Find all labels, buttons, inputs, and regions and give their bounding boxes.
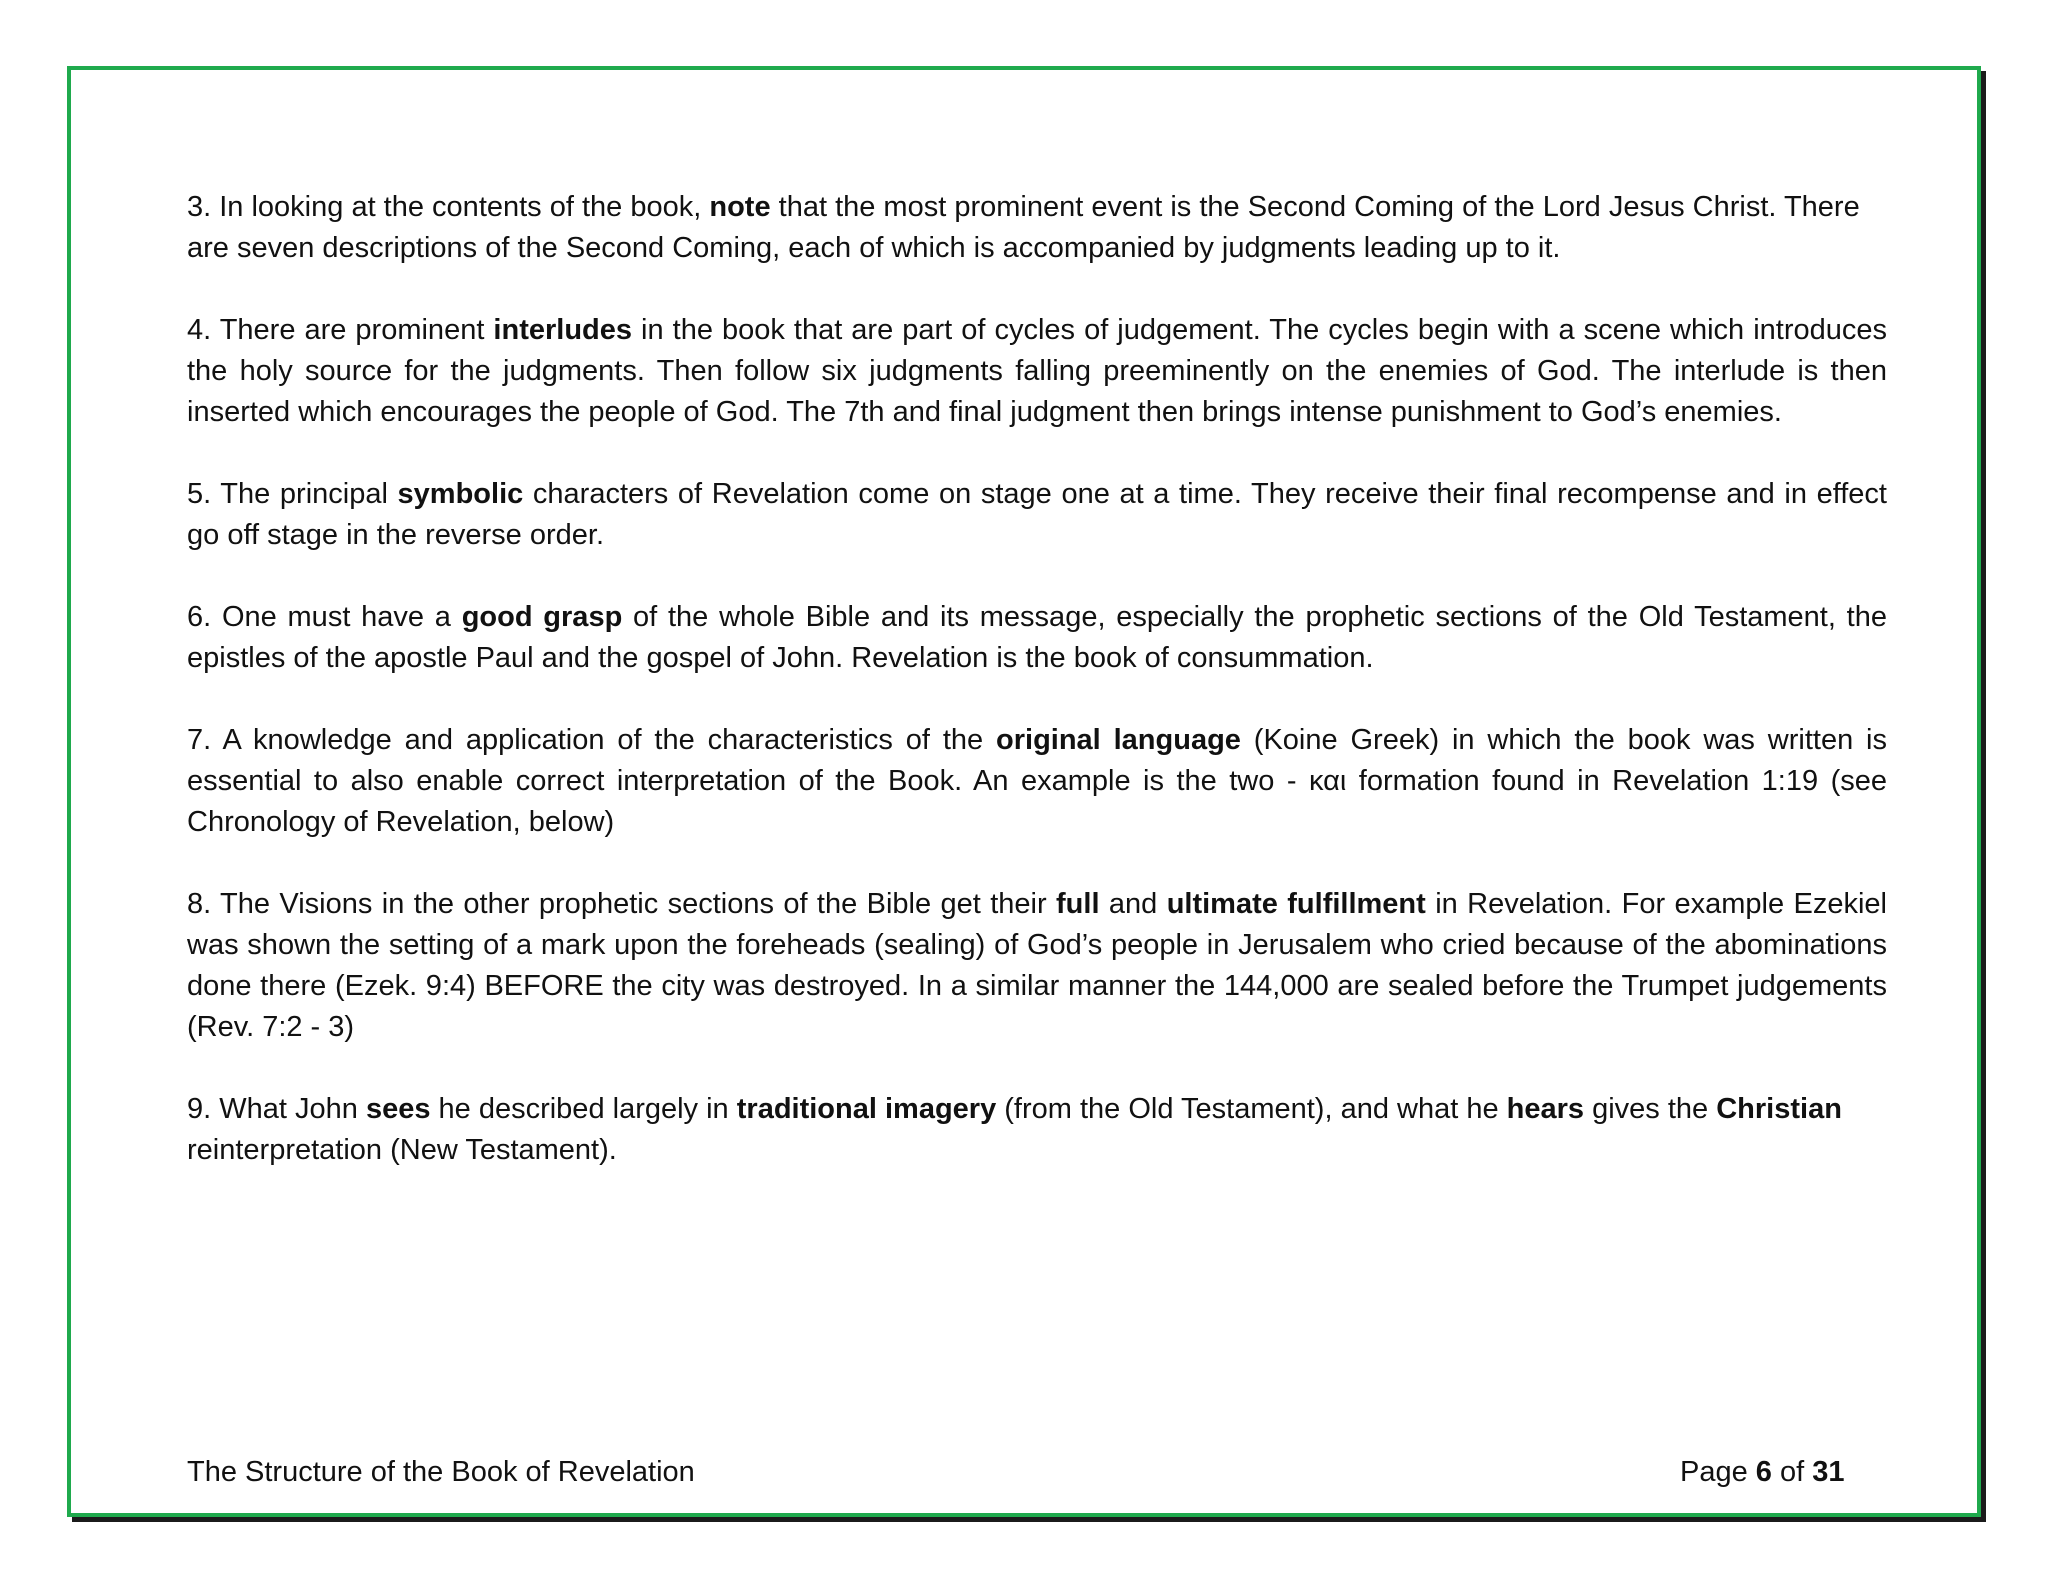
- bold-term: sees: [365, 1093, 431, 1125]
- bold-term: ultimate fulfillment: [1166, 888, 1426, 920]
- text-run: gives the: [1584, 1093, 1717, 1125]
- bold-term: original language: [996, 724, 1241, 756]
- bold-term: note: [709, 191, 771, 223]
- text-run: reinterpretation (New Testament).: [187, 1134, 617, 1166]
- text-run: 6. One must have a: [187, 601, 462, 633]
- text-run: and: [1099, 888, 1167, 920]
- text-run: 3. In looking at the contents of the book,: [187, 191, 710, 223]
- text-run: in Revelation. For example Ezekiel was shown the setting of a mark upon the foreheads (sealing) of God’s people in Jerusalem who cried because of the abominations done there (Ezek. 9:4) BEFORE the city was destroyed. In a similar manner the 144,000 are sealed before the Trumpet judgements (Rev. 7:2 - 3): [187, 888, 1888, 1043]
- paragraph-p4: [187, 310, 1887, 433]
- text-run: 5. The principal: [187, 478, 398, 510]
- paragraph-p9: [187, 1089, 1887, 1171]
- page-current: 6: [1755, 1456, 1772, 1488]
- page-of: of: [1771, 1456, 1813, 1488]
- text-run: of the whole Bible and its message, especially the prophetic sections of the Old Testament, the epistles of the apostle Paul and the gospel of John. Revelation is the book of consummation.: [187, 601, 1887, 674]
- text-run: (from the Old Testament), and what he: [996, 1093, 1507, 1125]
- paragraph-p6: [187, 597, 1887, 679]
- bold-term: hears: [1506, 1093, 1585, 1125]
- text-run: 9. What John: [187, 1093, 366, 1125]
- footer-document-title: The Structure of the Book of Revelation: [187, 1456, 695, 1488]
- bold-term: traditional imagery: [736, 1093, 997, 1125]
- text-run: 4. There are prominent: [187, 314, 494, 346]
- text-run: 8. The Visions in the other prophetic sections of the Bible get their: [187, 888, 1057, 920]
- text-run: 7. A knowledge and application of the characteristics of the: [187, 724, 997, 756]
- text-run: in the book that are part of cycles of judgement. The cycles begin with a scene which introduces the holy source for the judgments. Then follow six judgments falling preeminently on the enemies of God. The interlude is then inserted which encourages the people of God. The 7th and final judgment then brings intense punishment to God’s enemies.: [187, 314, 1888, 428]
- document-body: [187, 187, 1887, 1212]
- paragraph-p5: [187, 474, 1887, 556]
- paragraph-p7: [187, 720, 1887, 843]
- bold-term: symbolic: [397, 478, 524, 510]
- text-run: he described largely in: [430, 1093, 737, 1125]
- footer-page-number: [1680, 1455, 1845, 1489]
- text-run: (Koine Greek) in which the book was written is essential to also enable correct interpretation of the Book. An example is the two - και formation found in Revelation 1:19 (see Chronology of Revelation, below): [187, 724, 1888, 838]
- bold-term: interludes: [493, 314, 633, 346]
- paragraph-p8: [187, 884, 1887, 1048]
- page-prefix: Page: [1680, 1456, 1756, 1488]
- page-total: 31: [1812, 1456, 1845, 1488]
- text-run: characters of Revelation come on stage one at a time. They receive their final recompense and in effect go off stage in the reverse order.: [187, 478, 1887, 551]
- paragraph-p3: [187, 187, 1887, 269]
- text-run: that the most prominent event is the Second Coming of the Lord Jesus Christ. There are seven descriptions of the Second Coming, each of which is accompanied by judgments leading up to it.: [187, 191, 1860, 264]
- bold-term: full: [1056, 888, 1100, 920]
- bold-term: Christian: [1716, 1093, 1842, 1125]
- bold-term: good grasp: [461, 601, 623, 633]
